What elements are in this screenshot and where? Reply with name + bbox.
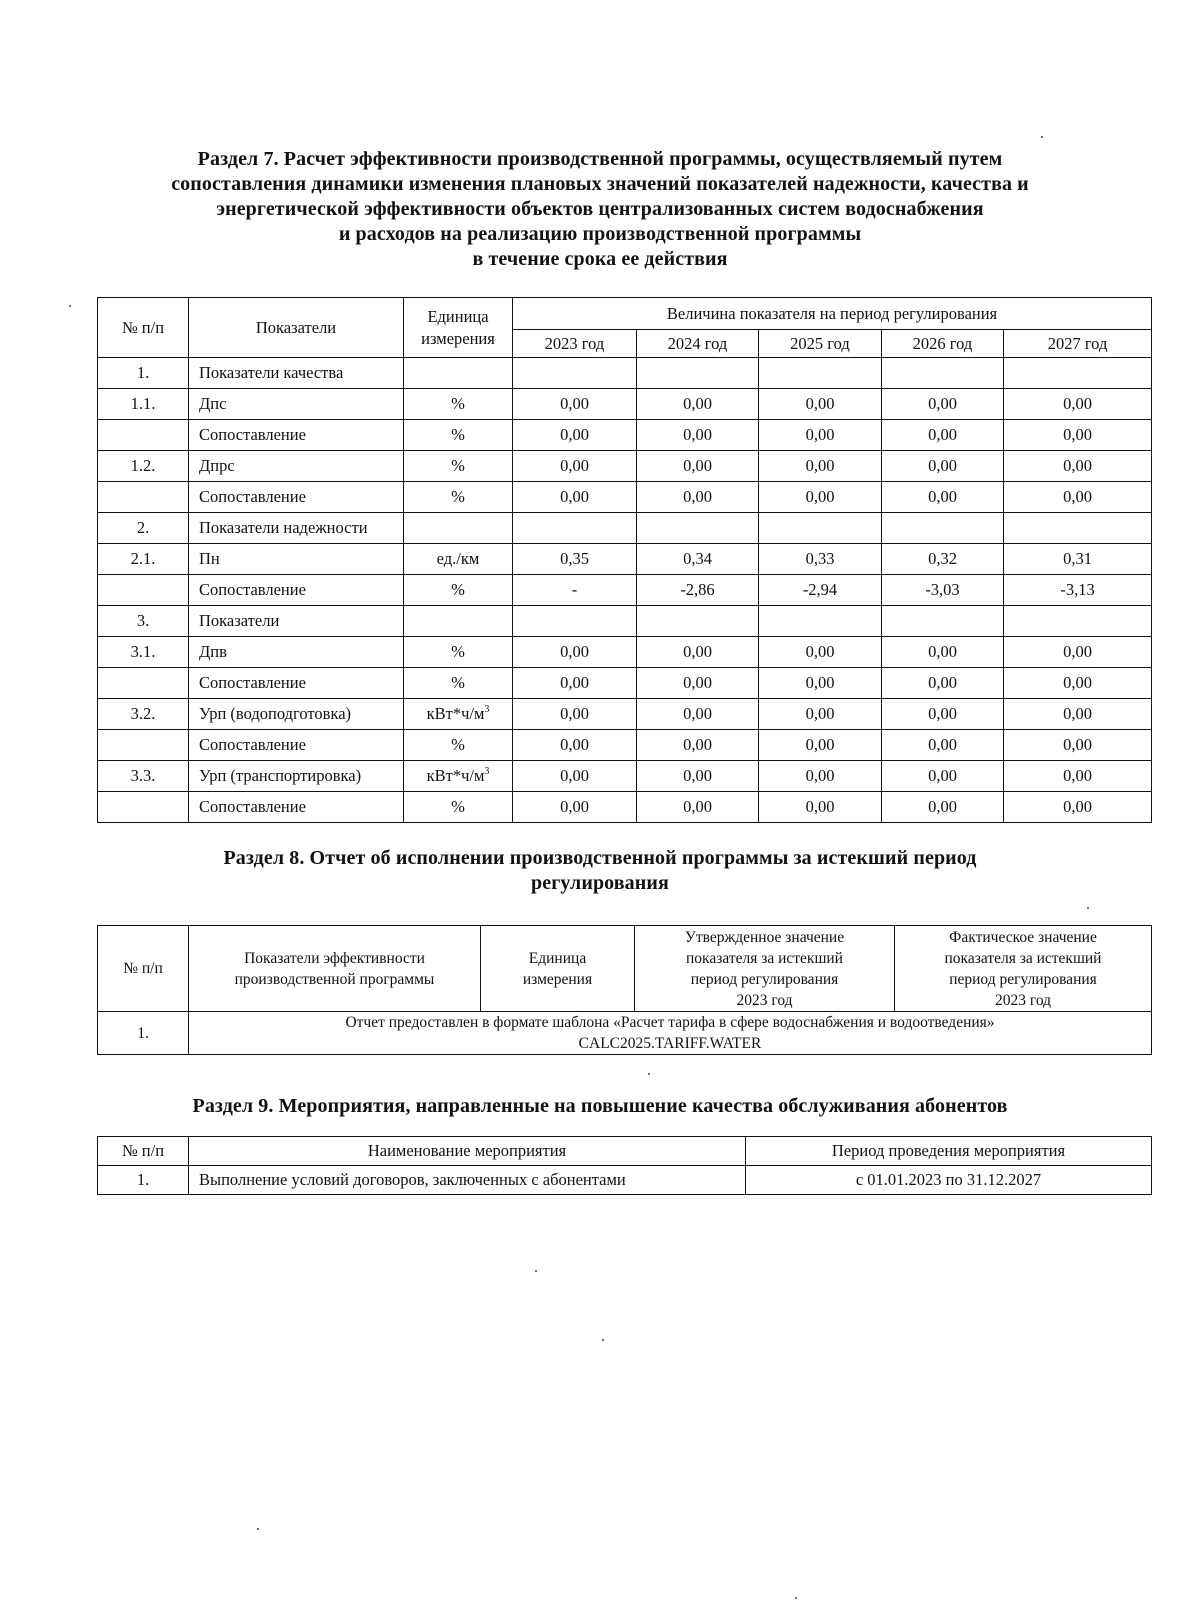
scan-speck: [1087, 907, 1089, 909]
s8-header-line: Единица: [528, 949, 587, 967]
row-indicator: Дпс: [189, 389, 404, 420]
row-value: [637, 606, 759, 637]
row-value: [513, 513, 637, 544]
row-value: 0,00: [882, 792, 1004, 823]
row-value: 0,00: [637, 792, 759, 823]
row-value: 0,31: [1004, 544, 1152, 575]
row-indicator: Дпв: [189, 637, 404, 668]
row-value: 0,00: [1004, 637, 1152, 668]
table-row: [98, 699, 1152, 730]
row-unit: [404, 544, 513, 575]
s9-row-name: Выполнение условий договоров, заключенных с абонентами: [189, 1166, 746, 1195]
section-8-title-line: Раздел 8. Отчет об исполнении производственной программы за истекший период: [223, 847, 977, 869]
table-row: [98, 668, 1152, 699]
table-row: [98, 420, 1152, 451]
row-value: 0,00: [637, 451, 759, 482]
section-7-title-line: и расходов на реализацию производственной программы: [338, 223, 862, 245]
table-row: [98, 358, 1152, 389]
row-indicator: Показатели качества: [189, 358, 404, 389]
row-value: 0,00: [637, 668, 759, 699]
scan-speck: [69, 305, 71, 307]
row-value: [513, 606, 637, 637]
row-value: 0,00: [637, 699, 759, 730]
s8-header-num: № п/п: [98, 926, 189, 1012]
header-unit: [404, 298, 513, 358]
row-num: 2.1.: [98, 544, 189, 575]
header-year: 2024 год: [637, 330, 759, 358]
row-value: 0,00: [513, 482, 637, 513]
header-year: 2023 год: [513, 330, 637, 358]
row-value: 0,00: [513, 730, 637, 761]
s8-header-line: показателя за истекший: [686, 949, 843, 967]
row-value: 0,00: [1004, 389, 1152, 420]
s8-row-line: CALC2025.TARIFF.WATER: [578, 1035, 762, 1052]
row-unit: [404, 668, 513, 699]
s8-header-unit: [481, 926, 635, 1012]
row-num: [98, 575, 189, 606]
row-value: [1004, 513, 1152, 544]
section-7-table: [97, 297, 1152, 823]
scan-speck: [1041, 136, 1043, 138]
row-value: 0,00: [637, 730, 759, 761]
row-indicator: Показатели надежности: [189, 513, 404, 544]
table-row: [98, 389, 1152, 420]
row-indicator: Сопоставление: [189, 792, 404, 823]
row-value: [882, 513, 1004, 544]
section-9-title: [0, 1094, 1200, 1119]
s9-header-num: № п/п: [98, 1137, 189, 1166]
s8-header-approved: [635, 926, 895, 1012]
section-7-title-line: сопоставления динамики изменения плановых значений показателей надежности, качества и: [171, 173, 1029, 195]
section-7-title: [0, 147, 1200, 272]
row-indicator: Урп (водоподготовка): [189, 699, 404, 730]
row-value: 0,00: [637, 482, 759, 513]
s8-header-line: 2023 год: [736, 991, 793, 1009]
s8-header-line: Утвержденное значение: [684, 928, 845, 946]
row-value: 0,00: [759, 451, 882, 482]
header-year: 2027 год: [1004, 330, 1152, 358]
row-value: 0,00: [1004, 761, 1152, 792]
row-value: 0,00: [513, 637, 637, 668]
row-unit-text: %: [451, 394, 465, 413]
row-num: 3.2.: [98, 699, 189, 730]
row-indicator: Сопоставление: [189, 482, 404, 513]
table-row: [98, 792, 1152, 823]
row-value: 0,00: [1004, 730, 1152, 761]
row-value: [637, 513, 759, 544]
table-row: [98, 637, 1152, 668]
section-7-title-line: в течение срока ее действия: [472, 248, 728, 270]
row-value: -2,86: [637, 575, 759, 606]
s9-row-period: с 01.01.2023 по 31.12.2027: [746, 1166, 1152, 1195]
row-value: -: [513, 575, 637, 606]
row-num: 1.2.: [98, 451, 189, 482]
section-9-title-line: Раздел 9. Мероприятия, направленные на повышение качества обслуживания абонентов: [192, 1095, 1008, 1117]
section-7-title-line: энергетической эффективности объектов централизованных систем водоснабжения: [216, 198, 984, 220]
row-indicator: Пн: [189, 544, 404, 575]
row-value: 0,00: [882, 482, 1004, 513]
row-value: 0,00: [882, 761, 1004, 792]
row-value: 0,00: [637, 637, 759, 668]
table-row: [98, 730, 1152, 761]
section-8-title: [0, 846, 1200, 896]
row-value: 0,00: [882, 699, 1004, 730]
scan-speck: [257, 1528, 259, 1530]
table-row: [98, 575, 1152, 606]
row-value: 0,00: [882, 668, 1004, 699]
row-value: 0,00: [637, 761, 759, 792]
row-value: 0,00: [759, 389, 882, 420]
table-row: [98, 544, 1152, 575]
row-num: 3.1.: [98, 637, 189, 668]
row-value: [882, 606, 1004, 637]
row-indicator: Показатели: [189, 606, 404, 637]
row-unit: [404, 358, 513, 389]
row-value: 0,00: [513, 389, 637, 420]
row-value: 0,00: [1004, 420, 1152, 451]
row-num: [98, 420, 189, 451]
row-value: 0,00: [513, 420, 637, 451]
row-indicator: Дпрс: [189, 451, 404, 482]
row-unit: [404, 420, 513, 451]
row-value: 0,00: [513, 451, 637, 482]
row-unit-text: %: [451, 735, 465, 754]
s8-header-line: Показатели эффективности: [244, 949, 425, 967]
row-unit-text: %: [451, 487, 465, 506]
row-unit-text: %: [451, 456, 465, 475]
row-num: [98, 482, 189, 513]
row-value: 0,00: [882, 730, 1004, 761]
row-unit-text: кВт*ч/м: [426, 766, 485, 785]
row-indicator: Сопоставление: [189, 668, 404, 699]
s8-header-line: измерения: [522, 970, 593, 988]
row-indicator: Сопоставление: [189, 420, 404, 451]
row-value: [759, 606, 882, 637]
section-9-table: [97, 1136, 1152, 1195]
table-row: [98, 451, 1152, 482]
s9-header-period: Период проведения мероприятия: [746, 1137, 1152, 1166]
table-row: [98, 761, 1152, 792]
row-value: 0,33: [759, 544, 882, 575]
row-value: 0,00: [637, 389, 759, 420]
row-indicator: Урп (транспортировка): [189, 761, 404, 792]
header-unit-line: измерения: [421, 328, 495, 348]
header-year: 2025 год: [759, 330, 882, 358]
s8-header-line: показателя за истекший: [944, 949, 1102, 967]
row-unit: [404, 699, 513, 730]
s8-row-num: 1.: [98, 1012, 189, 1055]
s8-header-indicators: [189, 926, 481, 1012]
row-num: 3.3.: [98, 761, 189, 792]
row-value: 0,00: [882, 389, 1004, 420]
row-value: 0,00: [759, 420, 882, 451]
row-num: [98, 730, 189, 761]
row-value: [1004, 606, 1152, 637]
row-value: 0,00: [759, 792, 882, 823]
row-value: 0,00: [759, 730, 882, 761]
row-value: 0,00: [759, 637, 882, 668]
header-value-group: Величина показателя на период регулирования: [513, 298, 1152, 330]
scan-speck: [648, 1073, 650, 1075]
row-indicator: Сопоставление: [189, 730, 404, 761]
header-num: № п/п: [98, 298, 189, 358]
table-row: [98, 482, 1152, 513]
s8-header-line: период регулирования: [949, 970, 1097, 988]
row-value: -2,94: [759, 575, 882, 606]
row-value: [882, 358, 1004, 389]
row-value: 0,00: [882, 637, 1004, 668]
row-unit: [404, 482, 513, 513]
row-value: 0,34: [637, 544, 759, 575]
header-indicator: Показатели: [189, 298, 404, 358]
s8-row-line: Отчет предоставлен в формате шаблона «Расчет тарифа в сфере водоснабжения и водоотведения»: [345, 1014, 995, 1031]
s9-row-num: 1.: [98, 1166, 189, 1195]
header-year: 2026 год: [882, 330, 1004, 358]
row-unit-text: %: [451, 673, 465, 692]
row-value: 0,00: [882, 451, 1004, 482]
row-value: [759, 513, 882, 544]
section-8-table: [97, 925, 1152, 1055]
row-unit-text: %: [451, 425, 465, 444]
row-unit: [404, 513, 513, 544]
scan-speck: [602, 1339, 604, 1341]
row-num: [98, 792, 189, 823]
row-unit: [404, 730, 513, 761]
row-indicator: Сопоставление: [189, 575, 404, 606]
s8-header-line: 2023 год: [994, 991, 1052, 1009]
row-value: 0,00: [759, 668, 882, 699]
section-8-title-line: регулирования: [531, 872, 669, 894]
row-unit-text: %: [451, 642, 465, 661]
table-row: [98, 513, 1152, 544]
row-value: [759, 358, 882, 389]
table-row: [98, 606, 1152, 637]
row-value: 0,35: [513, 544, 637, 575]
s8-header-line: производственной программы: [234, 970, 435, 988]
row-unit-text: кВт*ч/м: [426, 704, 485, 723]
row-unit: [404, 792, 513, 823]
row-unit: [404, 389, 513, 420]
row-unit-superscript: 3: [484, 704, 490, 715]
row-value: 0,00: [759, 761, 882, 792]
s8-header-line: период регулирования: [690, 970, 839, 988]
row-num: [98, 668, 189, 699]
section-7-title-line: Раздел 7. Расчет эффективности производственной программы, осуществляемый путем: [197, 148, 1003, 170]
row-value: 0,00: [1004, 699, 1152, 730]
row-value: 0,00: [759, 482, 882, 513]
row-value: 0,00: [513, 792, 637, 823]
row-unit-text: %: [451, 797, 465, 816]
row-value: 0,00: [1004, 792, 1152, 823]
row-num: 3.: [98, 606, 189, 637]
row-value: -3,03: [882, 575, 1004, 606]
s8-header-actual: [895, 926, 1152, 1012]
row-value: 0,32: [882, 544, 1004, 575]
s8-header-line: Фактическое значение: [949, 928, 1097, 946]
row-value: 0,00: [513, 668, 637, 699]
scan-speck: [795, 1597, 797, 1599]
row-value: 0,00: [1004, 668, 1152, 699]
row-num: 2.: [98, 513, 189, 544]
row-unit: [404, 451, 513, 482]
row-value: [1004, 358, 1152, 389]
row-value: [513, 358, 637, 389]
row-value: 0,00: [1004, 482, 1152, 513]
row-value: 0,00: [1004, 451, 1152, 482]
row-unit: [404, 606, 513, 637]
row-unit: [404, 575, 513, 606]
row-num: 1.1.: [98, 389, 189, 420]
scan-speck: [535, 1270, 537, 1272]
row-unit-superscript: 3: [484, 766, 490, 777]
row-unit-text: ед./км: [436, 549, 480, 568]
s9-header-name: Наименование мероприятия: [189, 1137, 746, 1166]
row-value: 0,00: [637, 420, 759, 451]
row-value: [637, 358, 759, 389]
row-unit: [404, 637, 513, 668]
row-value: 0,00: [513, 761, 637, 792]
row-value: -3,13: [1004, 575, 1152, 606]
header-unit-line: Единица: [427, 306, 489, 326]
row-value: 0,00: [759, 699, 882, 730]
row-num: 1.: [98, 358, 189, 389]
row-unit: [404, 761, 513, 792]
row-unit-text: %: [451, 580, 465, 599]
row-value: 0,00: [513, 699, 637, 730]
row-value: 0,00: [882, 420, 1004, 451]
s8-row-text: [189, 1012, 1152, 1055]
